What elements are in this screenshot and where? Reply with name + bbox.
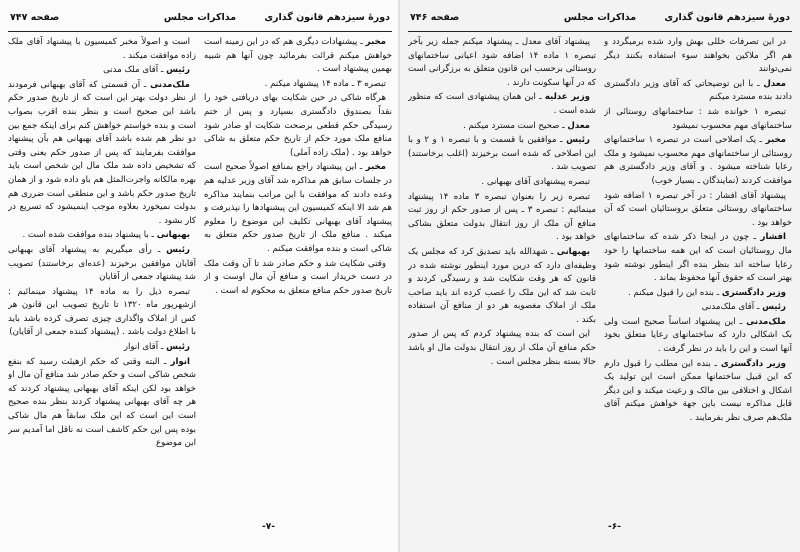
- paragraph-text: ـ با این توضیحاتی که آقای وزیر دادگستری دادند بنده مسترد میکنم: [604, 78, 792, 103]
- text-column-right: [204, 36, 392, 506]
- paragraph-text: ـ پیشنهادات دیگری هم که در این زمینه است خواهش میکنم قرائت بفرمائید چون آنها هم شبیه بهمین پیشنهاد است .: [204, 37, 392, 75]
- paragraph: [8, 64, 196, 78]
- paragraph: [408, 176, 596, 190]
- header-rule: [8, 31, 392, 32]
- paragraph-text: تبصره زیر را بعنوان تبصره ۳ ماده ۱۴ پیشنهاد مینمائیم : تبصره ۳ ـ پس از صدور حکم از روز ثبت منافع آن ملک از روز انتقال بدولت متعلق بشاکی خواهد بود .: [408, 191, 596, 243]
- speaker-name: رئیس: [166, 244, 190, 255]
- paragraph-text: ـ آقای انوار: [123, 342, 167, 353]
- paragraph-text: تبصره ذیل را به ماده ۱۴ پیشنهاد مینمائیم : ازشهریور ماه ۱۳۲۰ تا تاریخ تصویب این قانون هر کس از املاک واگذاری چیزی تصرف کرده باشد باید با اطلاع دولت باشد . (پیشنهاد کننده جمعی از آقایان): [8, 286, 196, 338]
- paragraph-text: ـ بنده این مطلب را قبول دارم که این قبیل ساختمانها ممکن است این تولید یک اشکال و اختلافی بین مالک و رعیت میکند و این دیگر قابل مذاکره نیست باین جهة خواهش میکنم آقای ملک‌هم صرف نظر بفرمایند .: [604, 358, 792, 424]
- right-page: [400, 0, 800, 552]
- speaker-name: رئیس: [166, 342, 190, 353]
- paragraph: [204, 258, 392, 299]
- paragraph: [604, 358, 792, 426]
- paragraph: [408, 328, 596, 369]
- paragraph: [408, 36, 596, 90]
- speaker-name: وزیر دادگستری: [720, 358, 787, 369]
- paragraph: [604, 134, 792, 188]
- paragraph: [8, 36, 196, 63]
- speaker-name: معدل: [763, 78, 786, 89]
- paragraph: [604, 190, 792, 231]
- paragraph: [204, 36, 392, 77]
- paragraph: [604, 316, 792, 357]
- speaker-name: وزیر دادگستری: [721, 287, 786, 298]
- paragraph: [204, 92, 392, 160]
- speaker-name: رئیس: [566, 135, 590, 146]
- speaker-name: بهبهانی: [156, 230, 190, 241]
- paragraph: [408, 91, 596, 118]
- paragraph-text: ـ این همان پیشنهادی است که منظور شده است .: [408, 92, 596, 116]
- session-title: دورهٔ سیزدهم قانون گذاری: [264, 12, 390, 23]
- paragraph-text: ـ آن قسمتی که آقای بهبهانی فرمودند از نظر دولت بهتر این است که از تاریخ صدور حکم باشد این صحیح است و بنظر بنده اقرب بصواب است و بنده خواستم خواهش کنم برای اینکه جمع بین دو نظر هم شده باشد آقای بهبهانی هم بآن پیشنهاد موافقت بفرمایند که پس از صدور حکم یعنی وقتی که تشخیص داده شد ملک مال این شخص است باید بهره مالکانه واجرت‌المثل هم باو داده شود و از همان تاریخ صدور حکم باشد و این منطقی است ضرری هم بدولت نمیخورد بعلاوه موجب اینمیشود که تسریع در کار بشود .: [8, 79, 196, 226]
- speaker-name: مخبر: [765, 135, 786, 146]
- paragraph-text: پیشنهاد آقای معدل ـ پیشنهاد میکنم جمله زیر بآخر تبصره ۱ ماده ۱۴ اضافه شود اعیانی ساختمانهای روستائی برحسب این قانون متعلق به برزگرانی است که در آنها سکونت دارند .: [408, 37, 596, 88]
- paragraph-text: ـ چون در اینجا ذکر شده که ساختمانهای مال روستائیان است که این همه ساختمانها را خود رعایا ساخته اند بنظر بنده اگر اینطور نوشته شود بهتر است که حقوق آنها محفوظ بماند .: [604, 232, 792, 284]
- page-number: صفحه ۷۴۷: [10, 12, 60, 23]
- speaker-name: مخبر: [365, 162, 386, 173]
- paragraph: [204, 161, 392, 256]
- paragraph: [8, 244, 196, 285]
- page-footer-number: -۶-: [608, 522, 621, 532]
- page-header: [10, 12, 390, 30]
- speaker-name: انوار: [170, 356, 190, 367]
- paragraph: [408, 134, 596, 175]
- paragraph-text: وقتی شکایت شد و حکم صادر شد تا آن وقت ملک در دست خریدار است و منافع آن مال اوست و از تاریخ صدور حکم منافع متعلق به محکوم له است .: [204, 258, 392, 296]
- paragraph-text: ـ البته وقتی که حکم ازهیئت رسید که بنفع شخص شاکی است و حکم صادر شد منافع آن مال او خواهد بود لکن اینکه آقای بهبهانی پیشنهاد کردند که هر چه آقای بهبهانی پیشنهاد کردند بنظر بنده صحیح است این است که این ملک سابقاً هم مال شاکی بوده پس این حکم کاشف است نه ناقل اما آمدیم سر این موضوع: [8, 356, 196, 449]
- paragraph-text: ـ یک اصلاحی است در تبصره ۱ ساختمانهای روستائی از ساختمانهای مهم محسوب نمیشود و ملک رعایا شناخته میشود . و آقای وزیر دادگستری هم موافقت کردند (نمایندگان ـ بسیار خوب): [604, 135, 792, 186]
- speaker-name: ملک‌مدنی: [150, 79, 190, 90]
- speaker-name: رئیس: [166, 65, 190, 76]
- paragraph: [604, 287, 792, 301]
- text-column-right: [604, 36, 792, 506]
- speaker-name: بهبهانی: [556, 246, 590, 257]
- paragraph-text: هرگاه شاکی در حین شکایت بهای دریافتی خود را نقداً بصندوق دادگستری بسپارد و پس از ختم رسیدگی حکم قطعی برصحت شکایت او صادر شود منافع ملک مورد حکم از تاریخ حکم متعلق به شاکی خواهد بود . (ملک زاده آملی): [204, 93, 392, 158]
- text-column-left: [408, 36, 596, 506]
- paragraph-text: پیشنهاد آقای افشار : در آخر تبصره ۱ اضافه شود ساختمانهای روستائی متعلق بروستائیان است که آن خواهد بود .: [604, 190, 792, 228]
- publication-title: مذاکرات مجلس: [163, 12, 237, 23]
- session-title: دورهٔ سیزدهم قانون گذاری: [664, 12, 790, 23]
- publication-title: مذاکرات مجلس: [563, 12, 637, 23]
- paragraph-text: ـ موافقین با قسمت و با تبصره ۱ و ۲ و با این اصلاحی که شده است برخیزند (اغلب برخاستند) تصویب شد .: [408, 135, 596, 173]
- paragraph: [408, 191, 596, 245]
- paragraph: [8, 79, 196, 229]
- page-header: [410, 12, 790, 30]
- paragraph: [8, 229, 196, 243]
- paragraph: [408, 246, 596, 328]
- paragraph: [408, 120, 596, 134]
- paragraph-text: ـ بنده این را قبول میکنم .: [628, 287, 722, 298]
- paragraph: [604, 78, 792, 105]
- paragraph-text: ـ رأی میگیریم به پیشنهاد آقای بهبهانی آقایان موافقین برخیزند (عده‌ای برخاستند) تصویب شد پیشنهاد جمعی از آقایان: [8, 244, 196, 283]
- paragraph-text: تبصره ۳ ـ ماده ۱۴ پیشنهاد میکنم .: [264, 78, 386, 89]
- paragraph-text: ـ صحیح است مسترد میکنم .: [463, 120, 568, 131]
- paragraph-text: ـ شهدالله باید تصدیق کرد که مجلس یک وظیفه‌ای دارد که درین مورد اینطور نوشته شده در قانون که هر وقت شکایت شد و رسیدگی کردند و ثابت شد که این ملک را غصب کرده اند باید صاحب ملک از املاک مغصوبه هر دو از منافع آن استفاده بکند .: [408, 246, 596, 325]
- paragraph-text: ـ آقای ملک مدنی: [103, 65, 167, 76]
- page-footer-number: -۷-: [262, 522, 275, 532]
- speaker-name: رئیس: [762, 302, 786, 313]
- paragraph-text: تبصره پیشنهادی آقای بهبهانی .: [481, 176, 590, 187]
- paragraph: [604, 231, 792, 285]
- paragraph-text: ـ این پیشنهاد اساساً صحیح است ولی بک اشکالی دارد که ساختمانهای رعایا متعلق بخود آنها است و این را باید در نظر گرفت .: [604, 316, 792, 355]
- header-rule: [408, 31, 792, 32]
- paragraph-text: ـ آقای ملک‌مدنی: [701, 302, 763, 313]
- paragraph: [8, 341, 196, 355]
- paragraph-text: ـ این پیشنهاد راجع بمنافع اصولاً صحیح است در جلسات سابق هم مذاکره شد آقای وزیر عدلیه هم وعده دادند که موافقت با این مراتب بنمایند مذاکره هم شد الا اینکه کمیسیون این پیشنهادها را نپذیرفت و پیشنهاد آقای بهبهانی تکلیف این موضوع را معلوم میکند . منافع ملک از تاریخ صدور حکم متعلق به شاکی است و بنده موافقت میکنم .: [204, 162, 392, 254]
- paragraph-text: است و اصولاً مخبر کمیسیون با پیشنهاد آقای ملک زاده موافقت میکند .: [8, 37, 196, 61]
- paragraph: [8, 356, 196, 451]
- paragraph: [604, 301, 792, 315]
- speaker-name: افشار: [760, 232, 786, 243]
- paragraph: [604, 106, 792, 133]
- speaker-name: معدل: [567, 120, 590, 131]
- paragraph-text: تبصره ۱ خوانده شد : ساختمانهای روستائی از ساختمانهای مهم محسوب نمیشود: [604, 106, 792, 131]
- page-number: صفحه ۷۴۶: [410, 12, 460, 23]
- speaker-name: ملک‌مدنی: [746, 316, 786, 327]
- paragraph-text: ـ با پیشنهاد بنده موافقت شده است .: [22, 230, 157, 241]
- paragraph: [204, 78, 392, 92]
- paragraph-text: در این تصرفات خللی بهش وارد شده برمیگردد و هم اگر ملاکین بخواهند سوء استفاده بکنند دیگر نمی‌توانند: [604, 37, 792, 75]
- paragraph: [604, 36, 792, 77]
- text-column-left: [8, 36, 196, 506]
- paragraph-text: این است که بنده پیشنهاد کردم که پس از صدور حکم منافع آن ملک از روز انتقال بدولت مال او باشد حالا بسته بنظر مجلس است .: [408, 329, 596, 367]
- speaker-name: وزیر عدلیه: [544, 92, 590, 103]
- speaker-name: مخبر: [365, 37, 386, 47]
- paragraph: [8, 286, 196, 340]
